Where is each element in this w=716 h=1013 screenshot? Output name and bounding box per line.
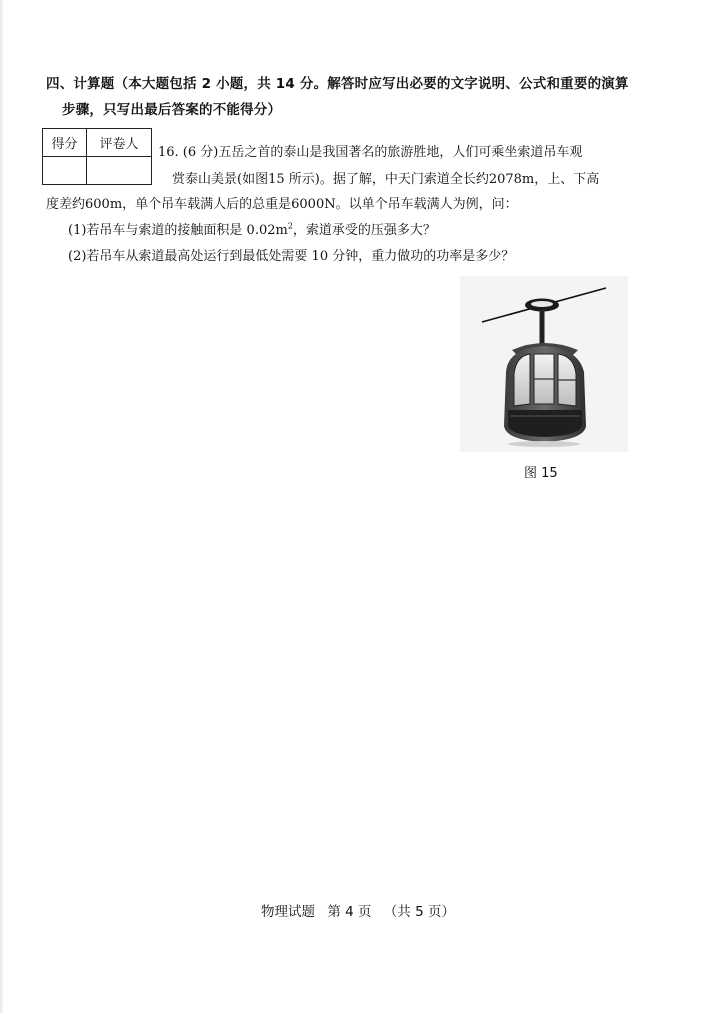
grader-cell xyxy=(87,157,152,185)
figure-caption: 图 15 xyxy=(524,466,558,481)
cable-car-icon xyxy=(460,276,628,452)
section-heading xyxy=(46,71,656,123)
part1-text: (1)若吊车与索道的接触面积是 0.02m xyxy=(68,223,288,238)
question-16-line3: 度差约600m，单个吊车载满人后的总重是6000N。以单个吊车载满人为例，问： xyxy=(46,197,518,212)
cable-car-figure xyxy=(460,276,628,452)
footer-total-pages: （共 5 页） xyxy=(383,904,455,920)
question-16-part2: (2)若吊车从索道最高处运行到最低处需要 10 分钟，重力做功的功率是多少？ xyxy=(68,249,515,264)
score-header: 得分 xyxy=(43,129,87,157)
section-heading-line1: 四、计算题（本大题包括 2 小题，共 14 分。解答时应写出必要的文字说明、公式和重要的演算 xyxy=(46,76,629,92)
page-footer xyxy=(0,901,716,923)
question-16-part1 xyxy=(68,217,436,245)
footer-subject: 物理试题 xyxy=(261,904,316,920)
score-cell xyxy=(43,157,87,185)
footer-page-number: 第 4 页 xyxy=(327,904,372,920)
page-edge-shadow xyxy=(0,0,4,1013)
part1-superscript: 2 xyxy=(287,221,293,231)
question-16-line1: 16. (6 分)五岳之首的泰山是我国著名的旅游胜地，人们可乘坐索道吊车观 xyxy=(158,145,583,160)
score-table xyxy=(42,128,152,185)
part1-text-tail: ，索道承受的压强多大？ xyxy=(292,223,436,238)
grader-header: 评卷人 xyxy=(87,129,152,157)
question-16-line2: 赏泰山美景(如图15 所示)。据了解，中天门索道全长约2078m，上、下高 xyxy=(172,172,600,187)
section-heading-line2: 步骤，只写出最后答案的不能得分） xyxy=(62,102,282,118)
